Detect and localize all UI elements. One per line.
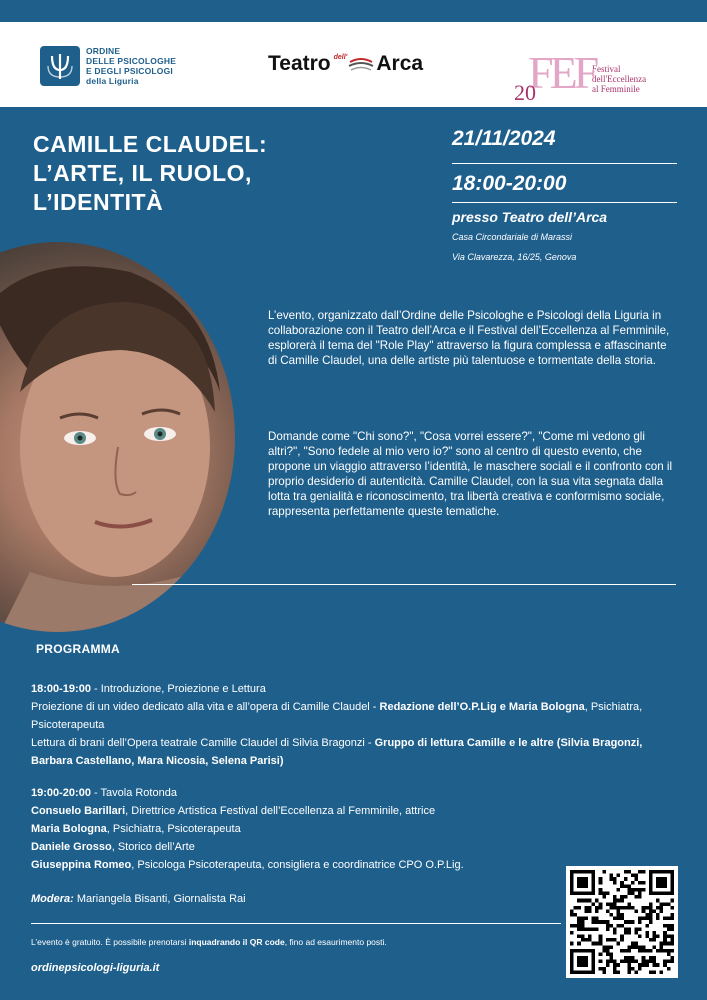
fef-mark (514, 47, 596, 108)
moderator-label: Modera: (31, 893, 74, 905)
program-slot-line (31, 680, 681, 698)
divider (132, 584, 676, 585)
program-time: 19:00-20:00 (31, 787, 91, 799)
program-block (31, 784, 681, 874)
fef-number: 20 (514, 80, 536, 105)
qr-code[interactable] (566, 866, 678, 978)
program-slot-title: - Tavola Rotonda (90, 787, 177, 799)
program-block (31, 680, 681, 770)
ordine-logo (40, 46, 176, 86)
fef-logo (514, 47, 647, 108)
program-slot-line (31, 784, 681, 802)
speaker-line: Maria Bologna, Psichiatra, Psicoterapeuta (31, 823, 241, 835)
divider (452, 163, 677, 164)
header-band (0, 22, 707, 107)
camille-claudel-portrait (0, 242, 235, 632)
boat-icon (348, 56, 374, 72)
description-paragraph: L’evento, organizzato dall’Ordine delle Psicologhe e Psicologi della Liguria in collaborazione con il Teatro dell’Arca e il Festival dell’Eccellenza al Femminile, esplorerà il tema del "Role Play" attraverso la figura complessa e affascinante di Camille Claudel, una delle artiste più talentuose e tormentate della storia. (268, 309, 670, 367)
event-time: 18:00-20:00 (452, 172, 567, 195)
program-time: 18:00-19:00 (31, 683, 91, 695)
fef-logo-text: Festival dell'Eccellenza al Femminile (592, 64, 647, 94)
psi-icon (40, 46, 80, 86)
program-item: Lettura di brani dell’Opera teatrale Camille Claudel di Silvia Bragonzi - Gruppo di lettura Camille e le altre (Silvia Bragonzi, Barbara Castellano, Mara Nicosia, Selena Parisi) (31, 737, 643, 767)
divider (452, 202, 677, 203)
moderator-name: Mariangela Bisanti, Giornalista Rai (73, 893, 246, 905)
venue-address-line: Via Clavarezza, 16/25, Genova (452, 252, 577, 262)
teatro-logo-word: Teatro (268, 52, 331, 75)
program-heading: PROGRAMMA (36, 642, 121, 656)
speaker-line: Daniele Grosso, Storico dell’Arte (31, 841, 195, 853)
arca-logo-word: Arca (376, 52, 424, 75)
teatro-arca-logo (268, 52, 423, 76)
venue-address-line: Casa Circondariale di Marassi (452, 232, 573, 242)
footer-note: L’evento è gratuito. È possibile prenotarsi inquadrando il QR code, fino ad esaurimento posti. (31, 937, 387, 947)
program-item: Proiezione di un video dedicato alla vita e all’opera di Camille Claudel - Redazione dell’O.P.Lig e Maria Bologna, Psichiatra, Psicoterapeuta (31, 701, 643, 731)
website-link[interactable]: ordinepsicologi-liguria.it (31, 962, 160, 974)
top-strip (0, 0, 707, 22)
qr-code-icon (570, 870, 674, 974)
speaker-line: Consuelo Barillari, Direttrice Artistica Festival dell’Eccellenza al Femminile, attrice (31, 805, 436, 817)
description-paragraph: Domande come "Chi sono?", "Cosa vorrei essere?", "Come mi vedono gli altri?", "Sono fedele al mio vero io?" sono al centro di questo evento, che propone un viaggio attraverso l’identità, le maschere sociali e il confronto con il proprio desiderio di autenticità. Camille Claudel, con la sua vita segnata dalla lotta tra genialità e riconoscimento, tra libertà creativa e conformismo sociale, rappresenta perfettamente queste tematiche. (268, 430, 673, 518)
moderator-line (31, 893, 246, 905)
venue-name: presso Teatro dell’Arca (452, 209, 608, 225)
program-slot-title: - Introduzione, Proiezione e Lettura (90, 683, 266, 695)
divider (31, 923, 561, 924)
event-date: 21/11/2024 (452, 127, 556, 150)
teatro-logo-dell: dell' (333, 53, 348, 61)
event-title: CAMILLE CLAUDEL: L’ARTE, IL RUOLO, L’IDENTITÀ (33, 131, 268, 215)
speaker-line: Giuseppina Romeo, Psicologa Psicoterapeuta, consigliera e coordinatrice CPO O.P.Lig. (31, 859, 464, 871)
ordine-logo-text: ORDINE DELLE PSICOLOGHE E DEGLI PSICOLOGI della Liguria (86, 46, 177, 86)
fef-letters: FEF (528, 47, 596, 98)
